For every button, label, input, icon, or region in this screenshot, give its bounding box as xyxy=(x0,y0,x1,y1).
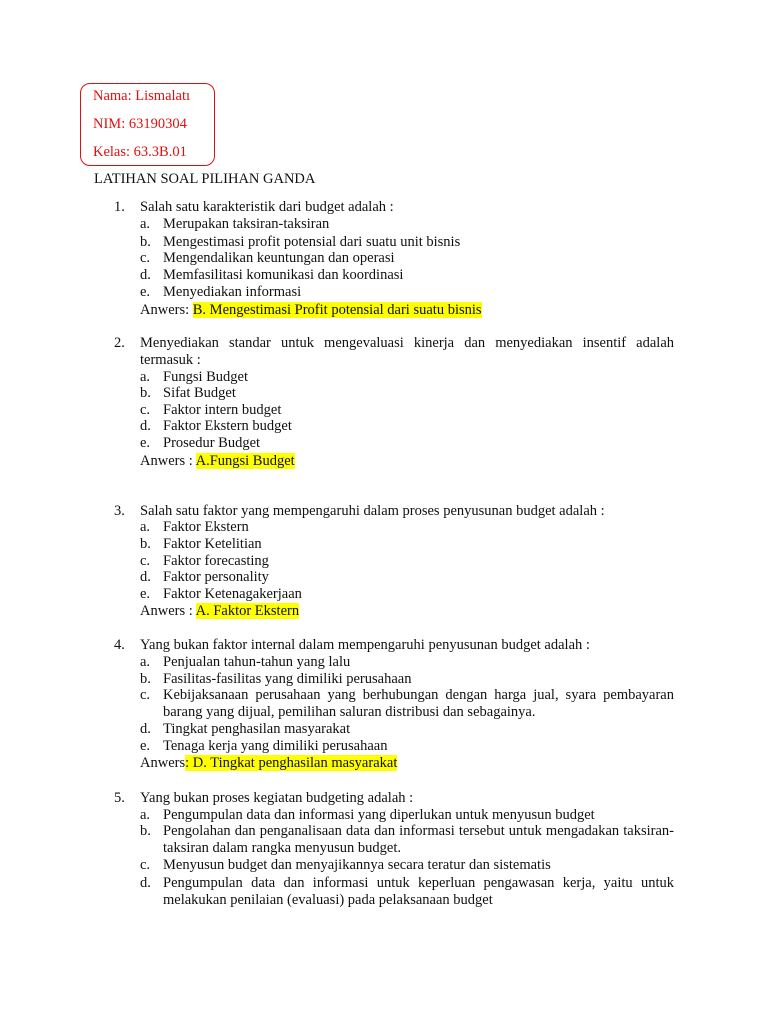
student-nim: NIM: 63190304 xyxy=(93,116,187,132)
answer-label: Anwers : xyxy=(140,603,193,619)
question-number: 4. xyxy=(114,637,125,653)
question-text: Menyediakan standar untuk mengevaluasi kinerja dan menyediakan insentif adalah termasuk : xyxy=(140,335,674,368)
answer-line xyxy=(140,755,397,772)
document-page: Nama: Lismalatı NIM: 63190304 Kelas: 63.3B.01 LATIHAN SOAL PILIHAN GANDA 1. Salah satu karakteristik dari budget adalah : a. Merupakan taksiran-taksiran b. Mengestimasi profit potensial dari suatu unit bisnis c. Mengendalikan keuntungan dan operasi d. Memfasilitasi komunikasi dan koordinasi e. Menyediakan informasi Anwers: B. Mengestimasi Profit potensial dari suatu bisnis 2. Menyediakan standar untuk mengevaluasi kinerja dan menyediakan insentif adalah termasuk : a. Fungsi Budget b. Sifat Budget c. Faktor intern budget d. Faktor Ekstern budget e. Prosedur Budget Anwers : A.Fungsi Budget 3. Salah satu faktor yang mempengaruhi dalam proses penyusunan budget adalah : a. Faktor Ekstern b. Faktor Ketelitian c. Faktor forecasting d. Faktor personality e. Faktor Ketenagakerjaan Anwers : A. Faktor Ekstern 4. Yang bukan faktor internal dalam mempengaruhi penyusunan budget adalah : a. Penjualan tahun-tahun yang lalu b. Fasilitas-fasilitas yang dimiliki perusahaan c. Kebijaksanaan perusahaan yang berhubungan dengan harga jual, syara pembayaran barang yang dijual, pemilihan saluran distribusi dan sebagainya. d. Tingkat penghasilan masyarakat e. Tenaga kerja yang dimiliki perusahaan Anwers: D. Tingkat penghasilan masyarakat 5. Yang bukan proses kegiatan budgeting adalah : a. Pengumpulan data dan informasi yang diperlukan untuk menyusun budget b. Pengolahan dan penganalisaan data dan informasi tersebut untuk mengadakan taksiran-taksiran dalam rangka menyusun budget. c. Menyusun budget dan menyajikannya secara teratur dan sistematis d. Pengumpulan data dan informasi untuk keperluan pengawasan kerja, yaitu untuk melakukan penilaian (evaluasi) pada pelaksanaan budget xyxy=(0,0,768,1024)
answer-label: Anwers xyxy=(140,755,186,771)
question-text: Yang bukan proses kegiatan budgeting adalah : xyxy=(140,790,414,806)
answer-line xyxy=(140,603,299,620)
question-text: Salah satu karakteristik dari budget adalah : xyxy=(140,199,394,215)
answer-line xyxy=(140,302,482,319)
question-number: 3. xyxy=(114,503,125,519)
question-number: 1. xyxy=(114,199,125,215)
answer-highlight: A.Fungsi Budget xyxy=(195,453,295,469)
answer-label: Anwers: xyxy=(140,302,190,318)
question-text: Salah satu faktor yang mempengaruhi dalam proses penyusunan budget adalah : xyxy=(140,503,605,519)
student-name: Nama: Lismalatı xyxy=(93,88,191,104)
question-number: 2. xyxy=(114,335,125,351)
answer-highlight: A. Faktor Ekstern xyxy=(195,603,300,619)
student-identity-box xyxy=(80,83,215,166)
answer-label: Anwers : xyxy=(140,453,193,469)
answer-highlight: : D. Tingkat penghasilan masyarakat xyxy=(185,755,398,771)
answer-highlight: B. Mengestimasi Profit potensial dari suatu bisnis xyxy=(192,302,482,318)
question-text: Yang bukan faktor internal dalam mempengaruhi penyusunan budget adalah : xyxy=(140,637,590,653)
student-class: Kelas: 63.3B.01 xyxy=(93,144,187,160)
question-number: 5. xyxy=(114,790,125,806)
answer-line xyxy=(140,453,295,470)
document-title: LATIHAN SOAL PILIHAN GANDA xyxy=(94,171,316,187)
